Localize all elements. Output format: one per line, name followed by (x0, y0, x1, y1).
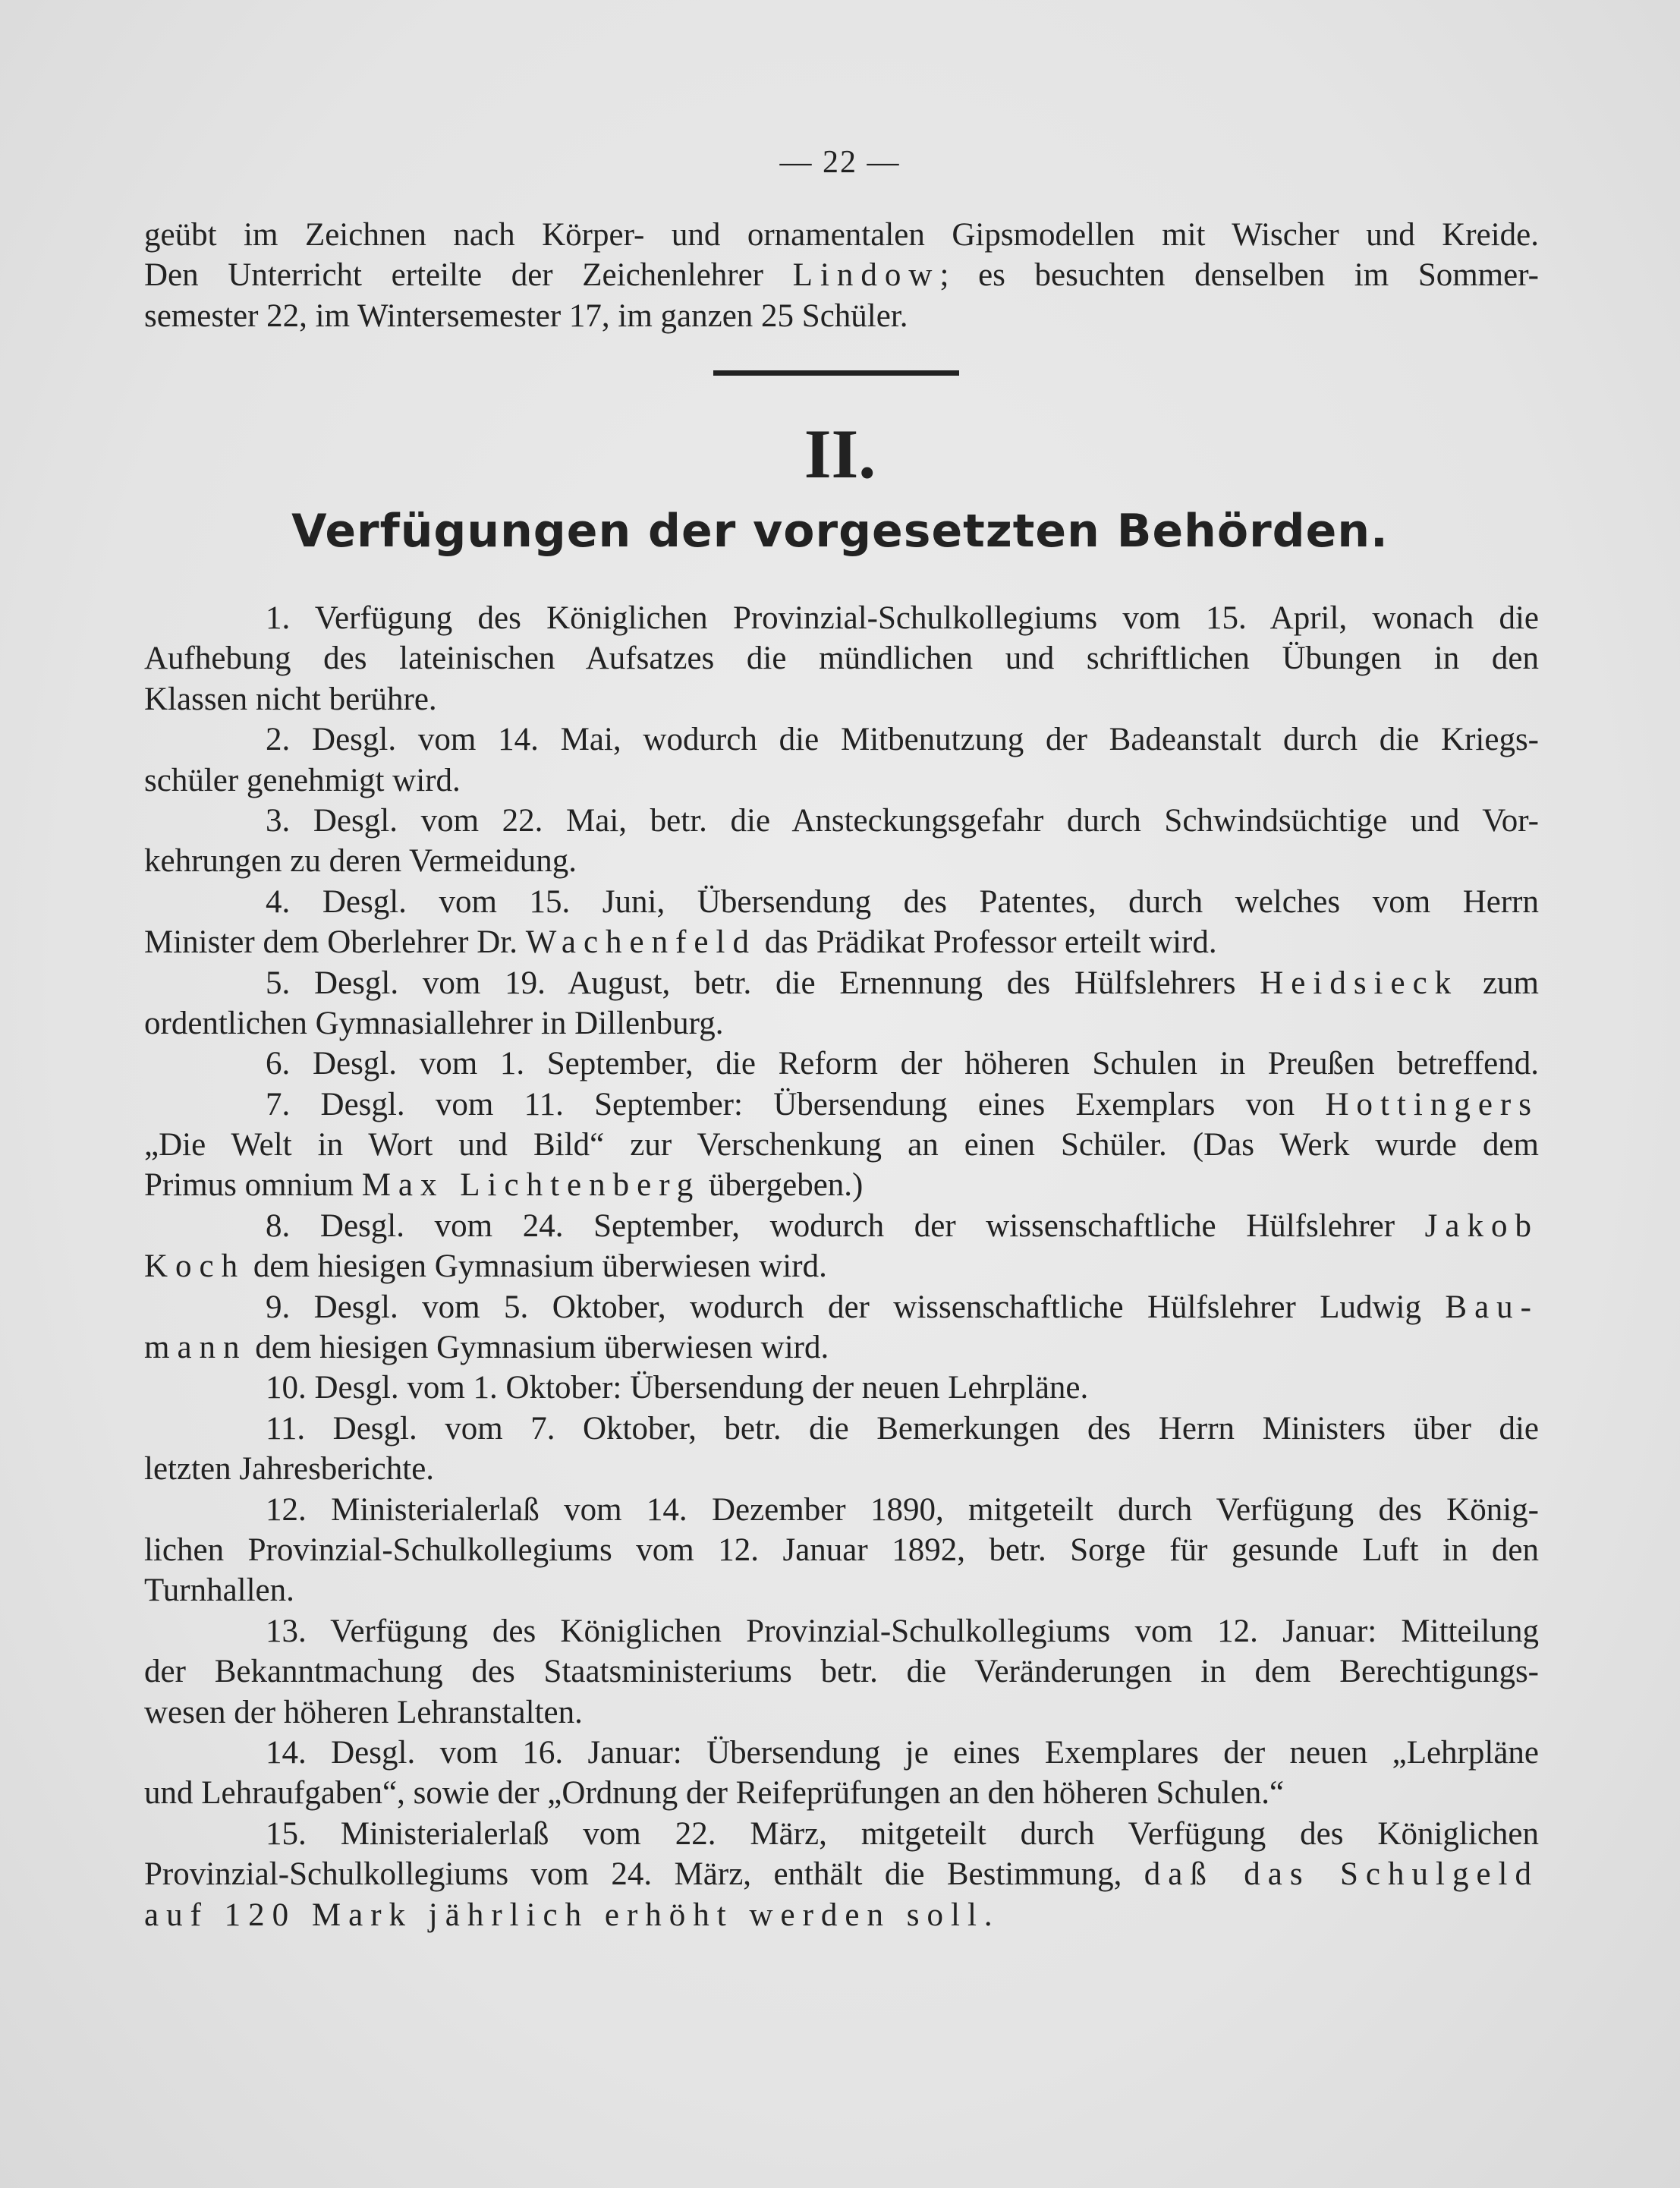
spaced-name: Wachenfeld (525, 924, 757, 961)
text-line: Aufhebung des lateinischen Aufsatzes die mündlichen und schriftlichen Übungen in den (144, 641, 1539, 677)
spaced-name: Hottingers (1325, 1086, 1539, 1122)
list-item (144, 1611, 1539, 1733)
list-item (144, 1814, 1539, 1935)
decree-list (144, 598, 1539, 1935)
list-item (144, 963, 1539, 1044)
text-line: mann dem hiesigen Gymnasium überwiesen wird. (144, 1330, 829, 1366)
spaced-name: Max Lichtenberg (361, 1167, 701, 1204)
text-line: 4. Desgl. vom 15. Juni, Übersendung des Patentes, durch welches vom Herrn (266, 883, 1539, 920)
text-line: 10. Desgl. vom 1. Oktober: Übersendung der neuen Lehrpläne. (266, 1370, 1089, 1406)
text-line: 12. Ministerialerlaß vom 14. Dezember 1890, mitgeteilt durch Verfügung des König- (266, 1491, 1539, 1528)
text-line: Den Unterricht erteilte der Zeichenlehrer Lindow; es besuchten denselben im Sommer- (144, 257, 1539, 294)
list-item (144, 1490, 1539, 1611)
text-line: 3. Desgl. vom 22. Mai, betr. die Ansteckungsgefahr durch Schwindsüchtige und Vor- (266, 802, 1539, 839)
list-item (144, 1206, 1539, 1287)
spaced-name: Jakob (1424, 1207, 1539, 1244)
text-line: semester 22, im Wintersemester 17, im ganzen 25 Schüler. (144, 298, 908, 334)
text-line: Primus omnium Max Lichtenberg übergeben.) (144, 1167, 864, 1204)
spaced-name: Heidsieck (1260, 965, 1459, 1001)
spaced-emphasis: auf 120 Mark jährlich erhöht werden soll. (144, 1897, 1000, 1933)
text-line: Klassen nicht berühre. (144, 681, 437, 717)
text-line: 13. Verfügung des Königlichen Provinzial-Schulkollegiums vom 12. Januar: Mitteilung (266, 1613, 1539, 1649)
list-item (144, 1287, 1539, 1368)
text-line: schüler genehmigt wird. (144, 762, 461, 798)
list-item (144, 801, 1539, 882)
list-item (144, 1368, 1539, 1408)
text-line: 6. Desgl. vom 1. September, die Reform der höheren Schulen in Preußen betreffend. (266, 1046, 1539, 1082)
text-line: der Bekanntmachung des Staatsministeriums betr. die Veränderungen in dem Berechtigungs- (144, 1654, 1539, 1690)
text-line: geübt im Zeichnen nach Körper- und ornamentalen Gipsmodellen mit Wischer und Kreide. (144, 217, 1539, 253)
text-line: 7. Desgl. vom 11. September: Übersendung eines Exemplars von Hottingers (266, 1086, 1539, 1122)
text-line: Provinzial-Schulkollegiums vom 24. März, enthält die Bestimmung, daß das Schulgeld (144, 1856, 1539, 1893)
list-item (144, 1733, 1539, 1814)
text-line: ordentlichen Gymnasiallehrer in Dillenburg. (144, 1005, 724, 1041)
text-line: wesen der höheren Lehranstalten. (144, 1694, 583, 1730)
text-line: 15. Ministerialerlaß vom 22. März, mitgeteilt durch Verfügung des Königlichen (266, 1815, 1539, 1852)
spaced-emphasis: daß das Schulgeld (1144, 1856, 1539, 1893)
text-line: 5. Desgl. vom 19. August, betr. die Ernennung des Hülfslehrers Heidsieck zum (266, 965, 1539, 1001)
text-line: Minister dem Oberlehrer Dr. Wachenfeld das Prädikat Professor erteilt wird. (144, 924, 1217, 961)
list-item (144, 598, 1539, 719)
text-line: 1. Verfügung des Königlichen Provinzial-Schulkollegiums vom 15. April, wonach die (266, 600, 1539, 636)
text-line: und Lehraufgaben“, sowie der „Ordnung der Reifeprüfungen an den höheren Schulen.“ (144, 1775, 1285, 1812)
section-numeral: II. (804, 415, 876, 493)
spaced-name: Koch (144, 1248, 246, 1285)
text-line: 9. Desgl. vom 5. Oktober, wodurch der wissenschaftliche Hülfslehrer Ludwig Bau- (266, 1289, 1539, 1325)
text-line: „Die Welt in Wort und Bild“ zur Verschenkung an einen Schüler. (Das Werk wurde dem (144, 1127, 1539, 1163)
text-line: kehrungen zu deren Vermeidung. (144, 843, 577, 880)
text-line: Turnhallen. (144, 1573, 294, 1609)
spaced-name: Lindow (792, 257, 940, 294)
spaced-name: Bau- (1445, 1289, 1539, 1325)
section-title: Verfügungen der vorgesetzten Behörden. (291, 505, 1389, 558)
page-number: — 22 — (779, 145, 901, 180)
list-item (144, 882, 1539, 963)
intro-paragraph (144, 215, 1539, 336)
text-line: Koch dem hiesigen Gymnasium überwiesen wird. (144, 1248, 827, 1285)
list-item (144, 1044, 1539, 1084)
text-line (144, 1895, 1539, 1935)
text-line: 2. Desgl. vom 14. Mai, wodurch die Mitbenutzung der Badeanstalt durch die Kriegs- (266, 722, 1539, 758)
text-line: 14. Desgl. vom 16. Januar: Übersendung je eines Exemplares der neuen „Lehrpläne (266, 1734, 1539, 1771)
text-line: letzten Jahresberichte. (144, 1451, 435, 1488)
list-item (144, 1409, 1539, 1490)
section-divider (713, 370, 959, 376)
list-item (144, 1085, 1539, 1206)
spaced-name: mann (144, 1330, 247, 1366)
text-line: 11. Desgl. vom 7. Oktober, betr. die Bemerkungen des Herrn Ministers über die (266, 1410, 1539, 1447)
list-item (144, 719, 1539, 801)
text-line: 8. Desgl. vom 24. September, wodurch der wissenschaftliche Hülfslehrer Jakob (266, 1207, 1539, 1244)
text-line: lichen Provinzial-Schulkollegiums vom 12. Januar 1892, betr. Sorge für gesunde Luft in den (144, 1532, 1539, 1568)
